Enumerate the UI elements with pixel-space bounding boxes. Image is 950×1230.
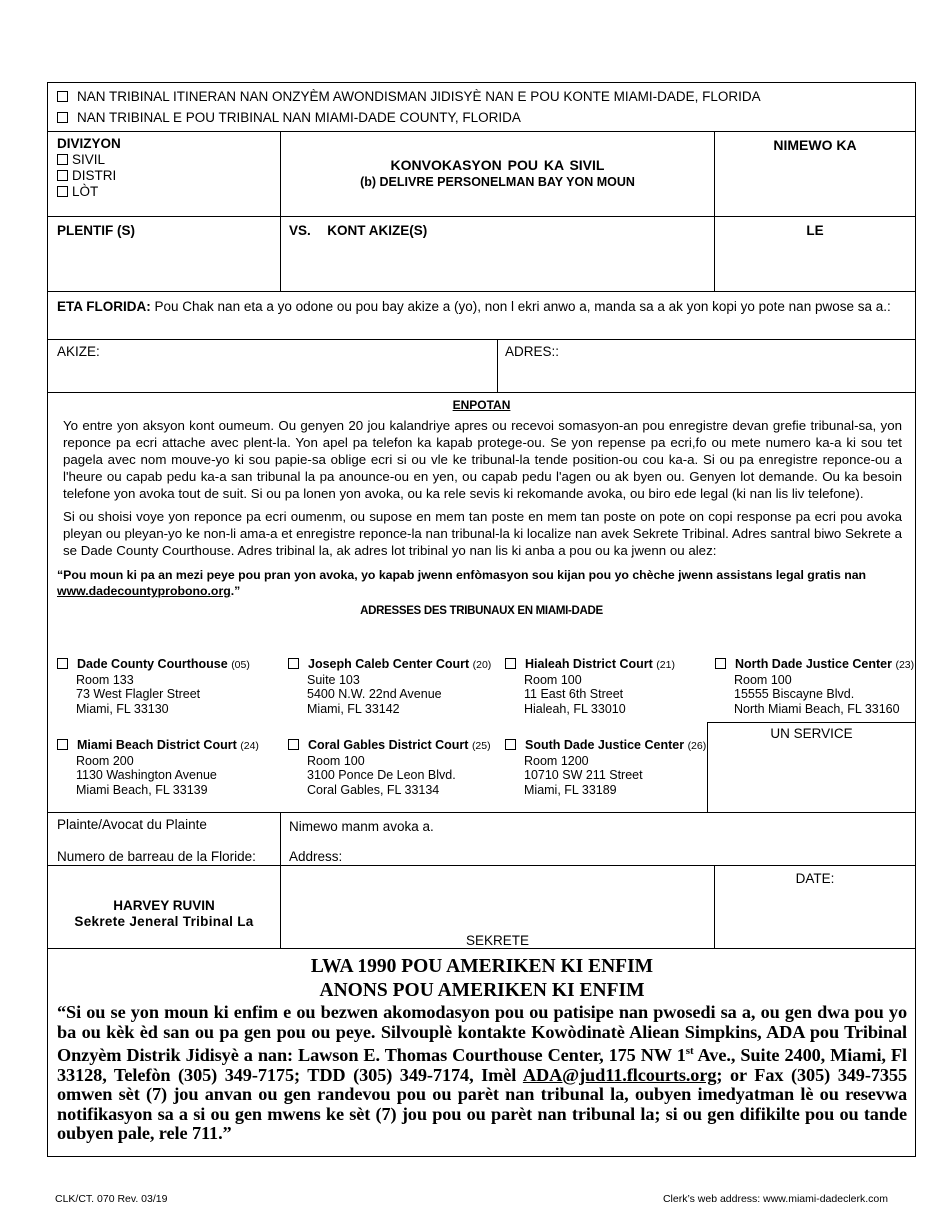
court-option[interactable] [288,738,491,797]
court-city: Hialeah, FL 33010 [524,701,626,716]
courts-heading-wrap [48,601,915,619]
checkbox[interactable] [57,186,68,197]
checkbox[interactable] [57,658,68,669]
plaintiff-cell[interactable] [48,217,280,291]
form-title: KONVOKASYON POU KA SIVIL [390,157,605,173]
court-street: 11 East 6th Street [524,687,624,701]
court-number: (20) [472,659,492,671]
checkbox[interactable] [505,658,516,669]
division-cell [48,132,280,216]
address-cell[interactable] [497,340,915,392]
court-city: Miami Beach, FL 33139 [76,782,208,797]
state-label: ETA FLORIDA: [57,299,151,314]
notice-row [47,393,916,813]
court-option-county[interactable] [57,108,521,128]
notice-heading-wrap [48,393,915,414]
clerk-title: Sekrete Jeneral Tribinal La [74,914,254,929]
court-name: Joseph Caleb Center Court [308,657,470,671]
clerk-name: HARVEY RUVIN [113,898,215,913]
probono-link[interactable]: www.dadecountyprobono.org [57,584,231,598]
checkbox[interactable] [57,170,68,181]
akize-label: AKIZE: [57,344,100,359]
clerk-date-cell[interactable] [714,866,915,948]
court-city: Miami, FL 33130 [76,701,169,716]
notice-heading: ENPOTAN [452,398,511,412]
division-label: DIVIZYON [57,136,121,151]
secretary-signature-cell[interactable] [280,866,714,948]
courts-heading: ADRESSES DES TRIBUNAUX EN MIAMI-DADE [360,605,603,617]
checkbox[interactable] [57,112,68,123]
clerk-row [47,866,916,949]
court-option-circuit[interactable] [57,87,761,107]
court-city: Miami, FL 33189 [524,782,617,797]
service-label: UN SERVICE [770,726,853,741]
ada-text-a: “Si ou se yon moun ki enfim e ou bezwen akomodasyon pou ou patisipe nan pwosedi sa a, ou gen dwa pou yo ba ou kèk èd san ou pa gen pou ou peye. Silvouplè kontakte Kowòdinatè Aliean Simpkins, ADA pou Tribinal Onzyèm Distrik Jidisyè a nan: Lawson E. Thomas Courthouse Center, 175 NW 1 [57,1002,907,1066]
court-name: South Dade Justice Center [525,738,685,752]
notice-body [48,414,915,559]
probono-text: “Pou moun ki pa an mezi peye pou pran yon avoka, yo kapab jwenn enfòmasyon sou kijan pou yo chèche jwenn assistans legal gratis nan [57,568,867,582]
ada-email-link[interactable]: ADA@jud11.flcourts.org [522,1064,717,1085]
ada-text-c: ; or Fax (305) 349-7355 omwen sèt (7) jou anvan ou gen randevou pou ou parèt nan tribunal la, oubyen imedyatman lè ou resevwa notifikasyon sa a si ou gen mwens ke sèt (7) jou pou ou parèt nan tribunal la; si ou gen difikilte pou ou tande oubyen pale, rele 711.” [57,1064,907,1144]
ada-notice [47,949,916,1157]
summons-form [47,82,916,1157]
court-street: 5400 N.W. 22nd Avenue [307,687,442,701]
court-name: Miami Beach District Court [77,738,237,752]
court-city: Coral Gables, FL 33134 [307,782,440,797]
court-option[interactable] [505,738,706,797]
court-number: (21) [656,659,675,671]
checkbox[interactable] [505,739,516,750]
state-text: Pou Chak nan eta a yo odone ou pou bay akize a (yo), non l ekri anwo a, manda sa a ak yon kopi yo pote nan pwose sa a.: [154,299,891,314]
checkbox[interactable] [288,739,299,750]
division-option-label: SIVIL [72,152,106,167]
checkbox[interactable] [715,658,726,669]
clerk-web-address: Clerk’s web address: www.miami-dadeclerk.com [662,1193,888,1205]
clerk-cell [48,866,280,948]
plaintiff-attorney-cell[interactable] [48,813,280,865]
division-option-label: LÒT [72,184,99,199]
address-label: ADRES:: [505,344,560,359]
court-name: Hialeah District Court [525,657,653,671]
service-box[interactable] [707,722,915,812]
court-option-label: NAN TRIBINAL ITINERAN NAN ONZYÈM AWONDISMAN JIDISYÈ NAN E POU KONTE MIAMI-DADE, FLORIDA [77,89,761,104]
defendant-label: KONT AKIZE(S) [327,223,428,238]
ada-superscript: st [685,1045,694,1057]
court-option[interactable] [57,657,250,716]
court-street: 15555 Biscayne Blvd. [734,687,855,701]
division-option-civil[interactable] [57,152,280,168]
court-name: North Dade Justice Center [735,657,892,671]
ada-title-2: ANONS POU AMERIKEN KI ENFIM [319,980,645,1001]
court-option[interactable] [288,657,491,716]
ada-title-1: LWA 1990 POU AMERIKEN KI ENFIM [310,956,654,977]
defendant-cell[interactable] [280,217,714,291]
notice-paragraph-2: Si ou shoisi voye yon reponce pa ecri oumenm, ou supose en mem tan poste en mem tan poste on pote on copi response pa ecri pou avoka pleyan ou pleyan-yo ke non-li ama-a et enregistre reponce-la nan tribunal-la ki localize nan avek Sekrete Tribinal. Adres santral biwo Sekrete a se Dade County Courthouse. Adres tribinal la, ak adres lot tribinal yo nan lis ki anba a pou ou ka jwenn ou alez: [63,509,902,558]
court-option-label: NAN TRIBINAL E POU TRIBINAL NAN MIAMI-DADE COUNTY, FLORIDA [77,110,521,125]
court-room: Room 133 [76,672,134,687]
division-option-label: DISTRI [72,168,117,183]
court-number: (26) [687,740,707,752]
court-number: (25) [471,740,491,752]
attorney-info-cell[interactable] [280,813,915,865]
date-cell[interactable] [714,217,915,291]
title-cell [280,132,714,216]
court-city: North Miami Beach, FL 33160 [734,701,900,716]
plaintiff-attorney-label: Plainte/Avocat du Plainte [57,817,207,832]
form-subtitle: (b) DELIVRE PERSONELMAN BAY YON MOUN [360,175,635,189]
akize-cell[interactable] [48,340,497,392]
division-title-row [47,132,916,217]
court-room: Room 100 [524,672,582,687]
court-room: Room 100 [734,672,792,687]
court-street: 1130 Washington Avenue [76,768,217,782]
state-row [47,292,916,340]
checkbox[interactable] [288,658,299,669]
court-selection-row [47,82,916,132]
notice-paragraph-1: Yo entre yon aksyon kont oumeum. Ou genyen 20 jou kalandriye apres ou recevoi somasyon-an pou enregistre devan grefie tribunal-sa, yon reponce pa ecri attache avec plent-la. Yon apel pa telefon ka kapab protege-ou. Se yon repense pa ecri,fo ou mete numero ka-a ki sou tet pagela avec nom mouve-yo ki sou papie-sa oblige ecri si ou vle ke tribunal-la tende position-ou cou ka-a. Si ou pa enregistre reponce-ou a l'heure ou capab pedu ka-a san tribunal la pa anounce-ou en yen, ou capab pedu l'agen ou ak byen ou. Genyen lot demande. Ou ka besoin telefone yon avoka tout de suit. Si ou pa lonen yon avoka, ou ka rele sevis ki rekomande avoka, ou biro ede legal (ki nan lis liv telefone). [63,418,902,501]
court-street: 73 West Flagler Street [76,687,201,701]
checkbox[interactable] [57,154,68,165]
division-option-other[interactable] [57,184,280,200]
vs-label: VS. [289,223,311,238]
bar-number-label: Numero de barreau de la Floride: [57,849,256,864]
court-street: 10710 SW 211 Street [524,768,643,782]
ada-text-b: Ave., Suite 2400, Miami, Fl 33128, Telefòn (305) 349-7175; TDD (305) 349-7174, Imèl [57,1045,907,1085]
court-option[interactable] [715,657,914,716]
attorney-name-label: Nimewo manm avoka a. [289,819,434,834]
case-number-label: NIMEWO KA [773,137,857,153]
attorney-address-label: Address: [289,849,343,864]
checkbox[interactable] [57,739,68,750]
defendant-address-row [47,340,916,393]
checkbox[interactable] [57,91,68,102]
court-option[interactable] [505,657,675,716]
court-number: (24) [240,740,259,752]
court-room: Room 1200 [524,753,589,768]
secretary-label: SEKRETE [465,933,530,948]
court-number: (23) [895,659,915,671]
division-option-district[interactable] [57,168,280,184]
court-room: Suite 103 [307,672,360,687]
case-number-cell[interactable] [714,132,915,216]
attorney-row [47,813,916,866]
probono-notice [48,559,915,599]
court-option[interactable] [57,738,259,797]
court-name: Coral Gables District Court [308,738,469,752]
court-name: Dade County Courthouse [77,657,228,671]
clerk-date-label: DATE: [795,871,835,886]
court-number: (05) [231,659,250,671]
date-label: LE [806,223,824,238]
court-street: 3100 Ponce De Leon Blvd. [307,768,456,782]
parties-row [47,217,916,292]
court-room: Room 200 [76,753,134,768]
court-city: Miami, FL 33142 [307,701,400,716]
ada-text [57,1003,907,1144]
court-room: Room 100 [307,753,365,768]
plaintiff-label: PLENTIF (S) [57,223,135,238]
form-id: CLK/CT. 070 Rev. 03/19 [55,1193,168,1205]
probono-end: .” [230,584,241,598]
